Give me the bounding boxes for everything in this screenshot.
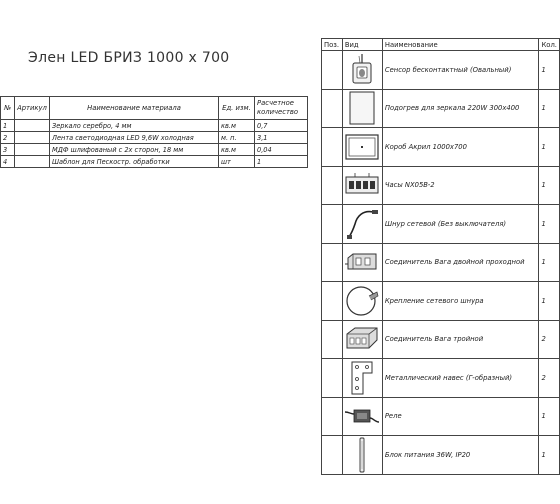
table-row: [1, 120, 308, 132]
row-article: [15, 144, 50, 156]
row-qty: 1: [539, 166, 560, 205]
row-unit: кв.м: [219, 120, 255, 132]
header-quantity: Расчетное количество: [255, 97, 308, 120]
table-row: [1, 132, 308, 144]
wago-triple-icon: [345, 326, 379, 352]
row-name: Соединитель Вага двойной проходной: [382, 243, 539, 282]
row-num: 2: [1, 132, 15, 144]
row-name: Шнур сетевой (Без выключателя): [382, 205, 539, 244]
header-unit: Ед. изм.: [219, 97, 255, 120]
row-qty: 1: [539, 128, 560, 167]
relay-icon: [345, 404, 379, 428]
row-pos: [322, 51, 343, 90]
touch-sensor-icon: [347, 54, 377, 86]
row-name: Сенсор бесконтактный (Овальный): [382, 51, 539, 90]
row-pos: [322, 320, 343, 359]
row-qty: 1: [539, 282, 560, 321]
table-row: [322, 282, 560, 321]
row-name: Блок питания 36W, IP20: [382, 436, 539, 475]
table-row: [322, 128, 560, 167]
cable-clamp-icon: [345, 284, 379, 318]
table-row: [322, 89, 560, 128]
power-supply-icon: [352, 437, 372, 473]
header-qty: Кол.: [539, 39, 560, 51]
row-qty: 1: [539, 89, 560, 128]
table-row: [322, 243, 560, 282]
row-qty: 1: [539, 436, 560, 475]
drawing-title: Элен LED БРИЗ 1000 x 700: [28, 50, 230, 66]
row-qty: 1: [539, 243, 560, 282]
row-num: 1: [1, 120, 15, 132]
header-material-name: Наименование материала: [50, 97, 219, 120]
row-quantity: 0,7: [255, 120, 308, 132]
row-quantity: 0,04: [255, 144, 308, 156]
row-article: [15, 120, 50, 132]
header-pos: Поз.: [322, 39, 343, 51]
table-row: [1, 144, 308, 156]
table-row: [1, 156, 308, 168]
header-view: Вид: [342, 39, 382, 51]
row-num: 4: [1, 156, 15, 168]
row-material-name: Шаблон для Пескостр. обработки: [50, 156, 219, 168]
row-pos: [322, 89, 343, 128]
row-pos: [322, 128, 343, 167]
header-article: Артикул: [15, 97, 50, 120]
table-row: [322, 359, 560, 398]
row-pos: [322, 359, 343, 398]
row-qty: 2: [539, 359, 560, 398]
row-qty: 1: [539, 397, 560, 436]
components-header-row: [322, 39, 560, 51]
row-name: Часы NX05B-2: [382, 166, 539, 205]
materials-table: [0, 96, 308, 168]
row-qty: 2: [539, 320, 560, 359]
row-name: Реле: [382, 397, 539, 436]
acrylic-box-icon: [345, 134, 379, 160]
row-pos: [322, 397, 343, 436]
row-pos: [322, 205, 343, 244]
row-unit: м. п.: [219, 132, 255, 144]
row-name: Соединитель Вага тройной: [382, 320, 539, 359]
table-row: [322, 205, 560, 244]
row-name: Крепление сетевого шнура: [382, 282, 539, 321]
table-row: [322, 397, 560, 436]
row-quantity: 1: [255, 156, 308, 168]
row-name: Подогрев для зеркала 220W 300x400: [382, 89, 539, 128]
components-table: [321, 38, 560, 475]
row-pos: [322, 166, 343, 205]
row-pos: [322, 436, 343, 475]
row-material-name: Зеркало серебро, 4 мм: [50, 120, 219, 132]
row-material-name: МДФ шлифованый с 2х сторон, 18 мм: [50, 144, 219, 156]
heater-panel-icon: [347, 91, 377, 125]
materials-header-row: [1, 97, 308, 120]
header-name: Наименование: [382, 39, 539, 51]
row-qty: 1: [539, 205, 560, 244]
clock-module-icon: [345, 173, 379, 197]
row-article: [15, 156, 50, 168]
row-pos: [322, 243, 343, 282]
row-material-name: Лента светодиодная LED 9,6W холодная: [50, 132, 219, 144]
power-cord-icon: [345, 208, 379, 240]
row-name: Короб Акрил 1000x700: [382, 128, 539, 167]
table-row: [322, 320, 560, 359]
header-num: №: [1, 97, 15, 120]
row-quantity: 3,1: [255, 132, 308, 144]
table-row: [322, 166, 560, 205]
row-name: Металлический навес (Г-образный): [382, 359, 539, 398]
row-pos: [322, 282, 343, 321]
row-qty: 1: [539, 51, 560, 90]
row-unit: кв.м: [219, 144, 255, 156]
row-unit: шт: [219, 156, 255, 168]
row-article: [15, 132, 50, 144]
table-row: [322, 436, 560, 475]
row-num: 3: [1, 144, 15, 156]
wago-connector-icon: [345, 252, 379, 272]
g-hanger-icon: [347, 361, 377, 395]
table-row: [322, 51, 560, 90]
